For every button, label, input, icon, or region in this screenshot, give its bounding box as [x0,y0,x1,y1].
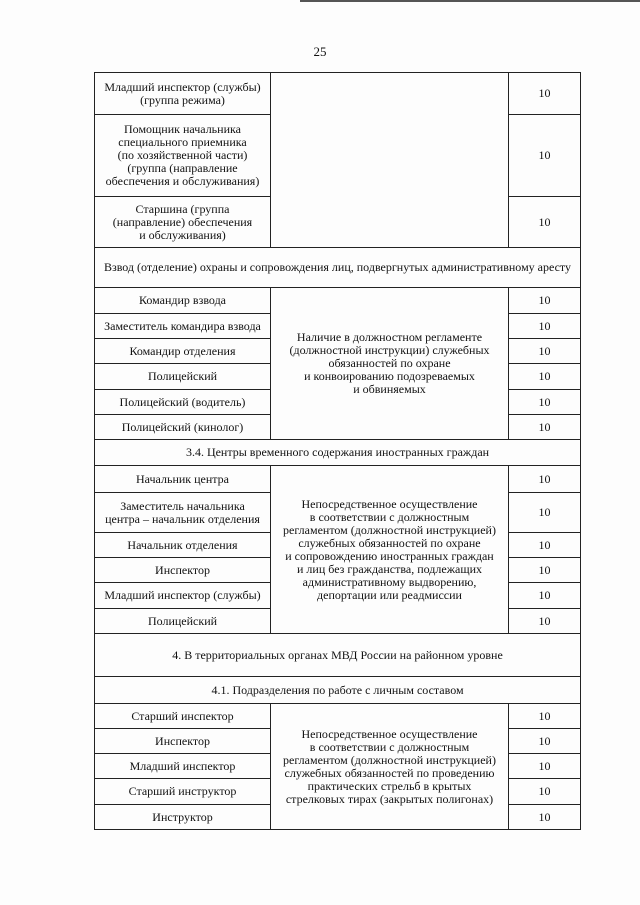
position-cell: Начальник центра [95,466,271,493]
section-title: 4.1. Подразделения по работе с личным составом [95,677,581,704]
value-cell: 10 [509,558,581,583]
position-cell: Полицейский (водитель) [95,390,271,415]
position-cell: Полицейский [95,364,271,390]
position-cell: Инспектор [95,729,271,754]
table-row [95,704,581,729]
value-cell: 10 [509,197,581,248]
position-cell: Заместитель начальника центра – начальник отделения [95,493,271,533]
value-cell: 10 [509,466,581,493]
value-cell: 10 [509,754,581,779]
table-row [95,466,581,493]
value-cell: 10 [509,533,581,558]
value-cell: 10 [509,805,581,830]
value-cell: 10 [509,493,581,533]
section-title: 3.4. Центры временного содержания иностранных граждан [95,440,581,466]
value-cell: 10 [509,390,581,415]
position-cell: Инспектор [95,558,271,583]
section-title: 4. В территориальных органах МВД России на районном уровне [95,634,581,677]
section-header-row [95,634,581,677]
position-cell: Командир взвода [95,288,271,314]
section-header-row [95,440,581,466]
value-cell: 10 [509,73,581,115]
value-cell: 10 [509,583,581,609]
value-cell: 10 [509,415,581,440]
value-cell: 10 [509,288,581,314]
requirement-cell: Непосредственное осуществление в соответствии с должностным регламентом (должностной инструкцией) служебных обязанностей по охране и сопровождению иностранных граждан и лиц без гражданства, подлежащих административному выдворению, депортации или реадмиссии [271,466,509,634]
value-cell: 10 [509,115,581,197]
position-cell: Полицейский [95,609,271,634]
page-number: 25 [313,44,327,59]
position-cell: Старшина (группа (направление) обеспечения и обслуживания) [95,197,271,248]
value-cell: 10 [509,314,581,339]
position-cell: Инструктор [95,805,271,830]
value-cell: 10 [509,364,581,390]
position-cell: Заместитель командира взвода [95,314,271,339]
table-row [95,288,581,314]
position-cell: Начальник отделения [95,533,271,558]
position-cell: Младший инспектор (службы) (группа режима) [95,73,271,115]
value-cell: 10 [509,729,581,754]
positions-table [94,72,581,830]
value-cell: 10 [509,609,581,634]
value-cell: 10 [509,779,581,805]
position-cell: Полицейский (кинолог) [95,415,271,440]
requirement-cell-empty [271,73,509,248]
section-title: Взвод (отделение) охраны и сопровождения лиц, подвергнутых административному аресту [95,248,581,288]
requirement-cell: Непосредственное осуществление в соответствии с должностным регламентом (должностной инструкцией) служебных обязанностей по проведению практических стрельб в крытых стрелковых тирах (закрытых полигонах) [271,704,509,830]
value-cell: 10 [509,339,581,364]
section-header-row [95,677,581,704]
requirement-cell: Наличие в должностном регламенте (должностной инструкции) служебных обязанностей по охране и конвоированию подозреваемых и обвиняемых [271,288,509,440]
value-cell: 10 [509,704,581,729]
position-cell: Помощник начальника специального приемника (по хозяйственной части) (группа (направление обеспечения и обслуживания) [95,115,271,197]
position-cell: Командир отделения [95,339,271,364]
position-cell: Младший инспектор [95,754,271,779]
position-cell: Старший инструктор [95,779,271,805]
table-row [95,73,581,115]
section-header-row [95,248,581,288]
position-cell: Старший инспектор [95,704,271,729]
position-cell: Младший инспектор (службы) [95,583,271,609]
top-rule [300,0,640,2]
